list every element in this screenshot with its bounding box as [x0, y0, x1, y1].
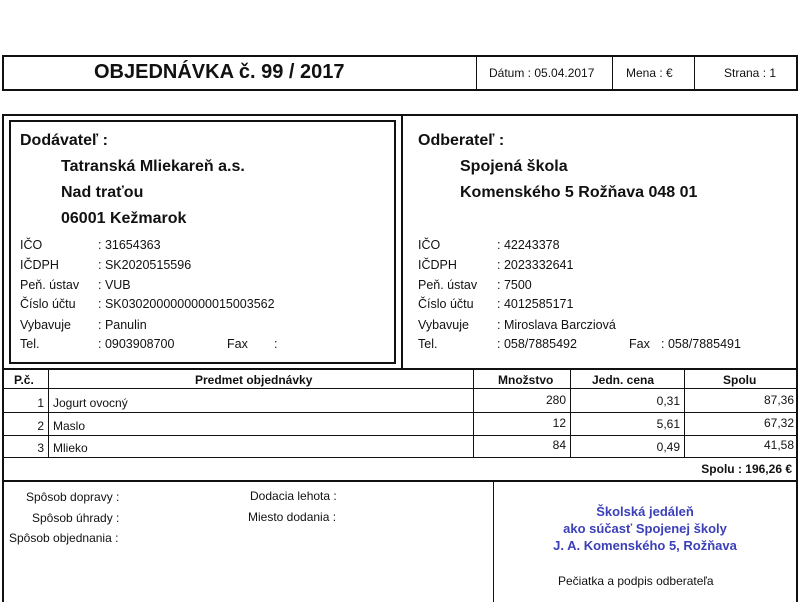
supplier-name: Tatranská Mliekareň a.s. — [61, 158, 245, 175]
transport-method: Spôsob dopravy : — [26, 490, 120, 504]
row-quantity: 12 — [552, 416, 566, 430]
row-total: 67,32 — [763, 416, 794, 430]
header-divider — [612, 57, 613, 89]
supplier-value: : Panulin — [98, 318, 147, 332]
row-total: 41,58 — [763, 438, 794, 452]
party-divider — [401, 116, 403, 368]
payment-method: Spôsob úhrady : — [32, 511, 120, 525]
table-rule — [4, 412, 798, 413]
customer-value: : 42243378 — [497, 238, 560, 252]
document-title: OBJEDNÁVKA č. 99 / 2017 — [94, 61, 345, 83]
customer-label: Tel. — [418, 337, 438, 351]
row-item: Mlieko — [53, 441, 88, 455]
col-header-total: Spolu — [723, 373, 757, 387]
table-rule — [4, 457, 798, 458]
table-rule — [4, 480, 798, 482]
row-unit-price: 5,61 — [656, 417, 680, 431]
row-item: Maslo — [53, 419, 86, 433]
stamp-line: J. A. Komenského 5, Rožňava — [553, 538, 737, 553]
customer-label: IČDPH — [418, 258, 457, 272]
page-number: Strana : 1 — [724, 66, 777, 80]
table-col-line — [684, 369, 685, 458]
supplier-heading: Dodávateľ : — [20, 132, 108, 149]
table-col-line — [473, 369, 474, 458]
supplier-label: Číslo účtu — [20, 297, 76, 311]
table-rule — [4, 435, 798, 436]
delivery-term: Dodacia lehota : — [250, 489, 337, 503]
col-header-number: P.č. — [14, 373, 34, 387]
customer-fax-value: : 058/7885491 — [661, 337, 741, 351]
customer-value: : 4012585171 — [497, 297, 574, 311]
customer-address: Komenského 5 Rožňava 048 01 — [460, 184, 698, 201]
supplier-fax-value: : — [274, 337, 278, 351]
customer-label: Peň. ústav — [418, 278, 478, 292]
col-header-quantity: Množstvo — [498, 373, 554, 387]
supplier-label: Vybavuje — [20, 318, 71, 332]
currency: Mena : € — [626, 66, 673, 80]
supplier-value: : VUB — [98, 278, 131, 292]
row-quantity: 280 — [545, 393, 566, 407]
customer-value: : 7500 — [497, 278, 532, 292]
delivery-place: Miesto dodania : — [248, 510, 337, 524]
table-rule — [4, 388, 798, 389]
row-number: 2 — [37, 419, 44, 433]
row-item: Jogurt ovocný — [53, 396, 128, 410]
stamp-line: ako súčasť Spojenej školy — [563, 521, 727, 536]
supplier-value: : SK0302000000000015003562 — [98, 297, 275, 311]
customer-label: IČO — [418, 238, 441, 252]
row-quantity: 84 — [552, 438, 566, 452]
customer-name: Spojená škola — [460, 158, 568, 175]
ordering-method: Spôsob objednania : — [9, 531, 119, 545]
supplier-value: : SK2020515596 — [98, 258, 192, 272]
order-total: Spolu : 196,26 € — [701, 462, 792, 476]
customer-heading: Odberateľ : — [418, 132, 505, 149]
header-divider — [694, 57, 695, 89]
signature-label: Pečiatka a podpis odberateľa — [558, 574, 714, 588]
supplier-label: Peň. ústav — [20, 278, 80, 292]
row-unit-price: 0,49 — [656, 440, 680, 454]
header-divider — [476, 57, 477, 89]
customer-fax-label: Fax — [629, 337, 650, 351]
row-total: 87,36 — [763, 393, 794, 407]
table-col-line — [570, 369, 571, 458]
supplier-label: IČDPH — [20, 258, 59, 272]
order-date: Dátum : 05.04.2017 — [489, 66, 595, 80]
supplier-fax-label: Fax — [227, 337, 248, 351]
stamp-line: Školská jedáleň — [596, 504, 694, 519]
supplier-value: : 31654363 — [98, 238, 161, 252]
col-header-item: Predmet objednávky — [195, 373, 313, 387]
col-header-unit-price: Jedn. cena — [592, 373, 655, 387]
customer-label: Číslo účtu — [418, 297, 474, 311]
table-rule — [4, 368, 798, 370]
row-number: 3 — [37, 441, 44, 455]
supplier-street: Nad traťou — [61, 184, 144, 201]
customer-value: : 058/7885492 — [497, 337, 577, 351]
table-col-line — [48, 369, 49, 458]
customer-value: : 2023332641 — [497, 258, 574, 272]
customer-value: : Miroslava Barcziová — [497, 318, 616, 332]
supplier-value: : 0903908700 — [98, 337, 175, 351]
supplier-label: Tel. — [20, 337, 40, 351]
school-stamp — [520, 503, 770, 554]
supplier-label: IČO — [20, 238, 43, 252]
row-unit-price: 0,31 — [656, 394, 680, 408]
customer-label: Vybavuje — [418, 318, 469, 332]
supplier-city: 06001 Kežmarok — [61, 210, 187, 227]
row-number: 1 — [37, 396, 44, 410]
signature-divider — [493, 481, 494, 602]
